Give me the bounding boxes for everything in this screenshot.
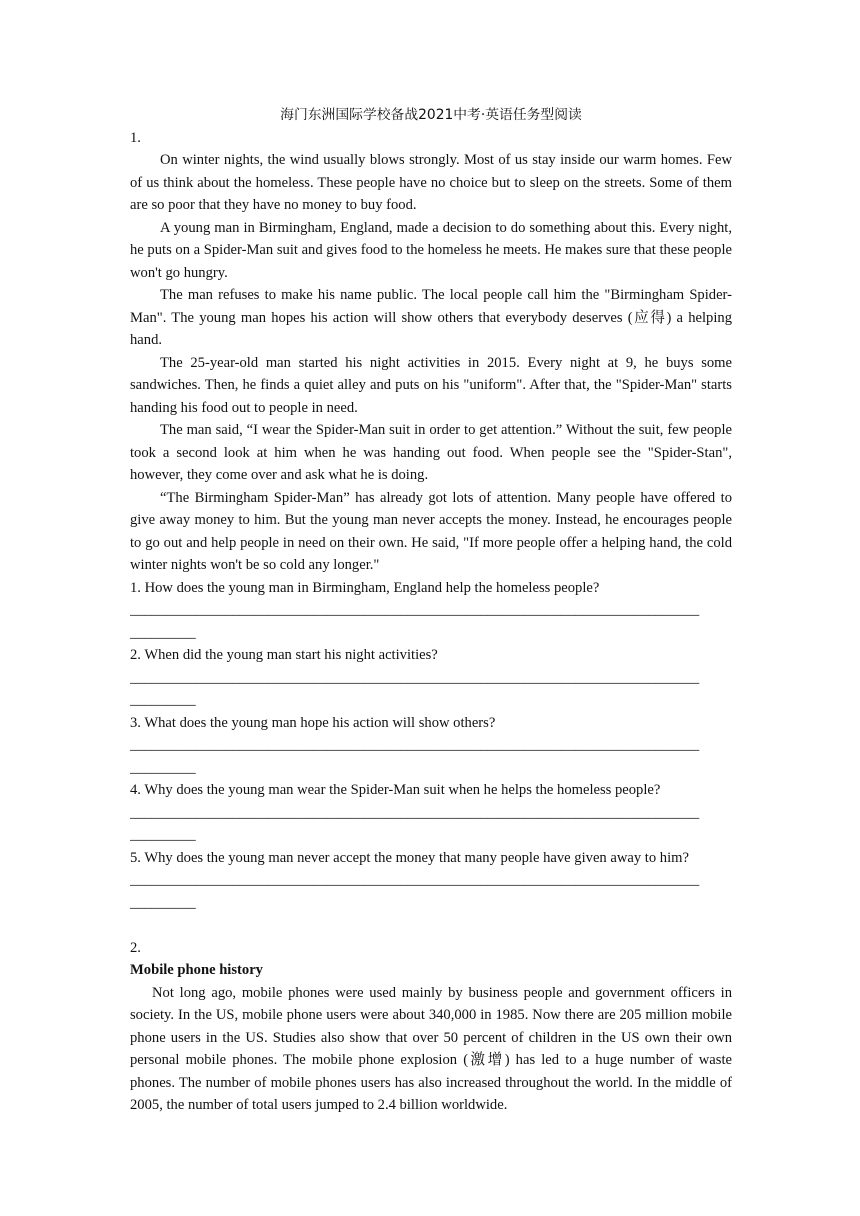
section-2-number: 2.	[130, 939, 141, 956]
answer-line-4-end[interactable]: _________	[130, 827, 196, 843]
question-2: 2. When did the young man start his night activities?	[130, 647, 438, 663]
passage-1-paragraph-1: On winter nights, the wind usually blows strongly. Most of us stay inside our warm homes. Few of us think about the homeless. These people have no choice but to sleep on the streets. Some of them are so poor that they have no money to buy food.	[130, 152, 732, 213]
answer-line-5[interactable]: ______________________________________________________________________________	[130, 872, 700, 888]
answer-line-2-end[interactable]: _________	[130, 692, 196, 708]
question-3: 3. What does the young man hope his action will show others?	[130, 714, 496, 731]
passage-1-paragraph-4: The 25-year-old man started his night activities in 2015. Every night at 9, he buys some sandwiches. Then, he finds a quiet alley and puts on his "uniform". After that, the "Spider-Man" starts handing his food out to people in need.	[130, 354, 732, 416]
passage-1-paragraph-6: “The Birmingham Spider-Man” has already got lots of attention. Many people have offered to give away money to him. But the young man never accepts the money. Instead, he encourages people to go out and help people in need on their own. He said, "If more people offer a helping hand, the cold winter nights won't be so cold any longer."	[130, 489, 732, 573]
question-4: 4. Why does the young man wear the Spider-Man suit when he helps the homeless people?	[130, 782, 661, 798]
passage-1-paragraph-5: The man said, “I wear the Spider-Man suit in order to get attention.” Without the suit, few people took a second look at him when he was handing out food. When people see the "Spider-Stan", however, they come over and ask what he is doing.	[130, 422, 732, 483]
answer-line-2[interactable]: ______________________________________________________________________________	[130, 669, 700, 686]
answer-line-5-end[interactable]: _________	[130, 894, 196, 911]
page-title: 海门东洲国际学校备战2021中考·英语任务型阅读	[280, 107, 582, 123]
passage-2-paragraph-1: Not long ago, mobile phones were used mainly by business people and government officers in society. In the US, mobile phone users were about 340,000 in 1985. Now there are 205 million mobile phone users in the US. Studies also show that over 50 percent of children in the US own their own personal mobile phones. The mobile phone explosion (激增) has led to a huge number of waste phones. The number of mobile phones users has also increased throughout the world. In the middle of 2005, the number of total users jumped to 2.4 billion worldwide.	[130, 984, 732, 1113]
question-1: 1. How does the young man in Birmingham, England help the homeless people?	[130, 579, 600, 596]
section-spacer	[130, 914, 732, 937]
answer-line-1[interactable]: ______________________________________________________________________________	[130, 602, 700, 618]
document-page	[130, 104, 732, 1117]
answer-line-1-end[interactable]: _________	[130, 624, 196, 641]
answer-line-3[interactable]: ______________________________________________________________________________	[130, 737, 700, 753]
answer-line-4[interactable]: ______________________________________________________________________________	[130, 804, 700, 821]
passage-1-paragraph-3: The man refuses to make his name public. The local people call him the "Birmingham Spider-Man". The young man hopes his action will show others that everybody deserves (应得) a helping hand.	[130, 287, 732, 348]
passage-1-paragraph-2: A young man in Birmingham, England, made a decision to do something about this. Every night, he puts on a Spider-Man suit and gives food to the homeless he meets. He makes sure that these people won't go hungry.	[130, 219, 732, 281]
answer-line-3-end[interactable]: _________	[130, 759, 196, 776]
section-1-number: 1.	[130, 129, 141, 146]
section-2-heading: Mobile phone history	[130, 962, 263, 978]
question-5: 5. Why does the young man never accept the money that many people have given away to him?	[130, 849, 689, 866]
